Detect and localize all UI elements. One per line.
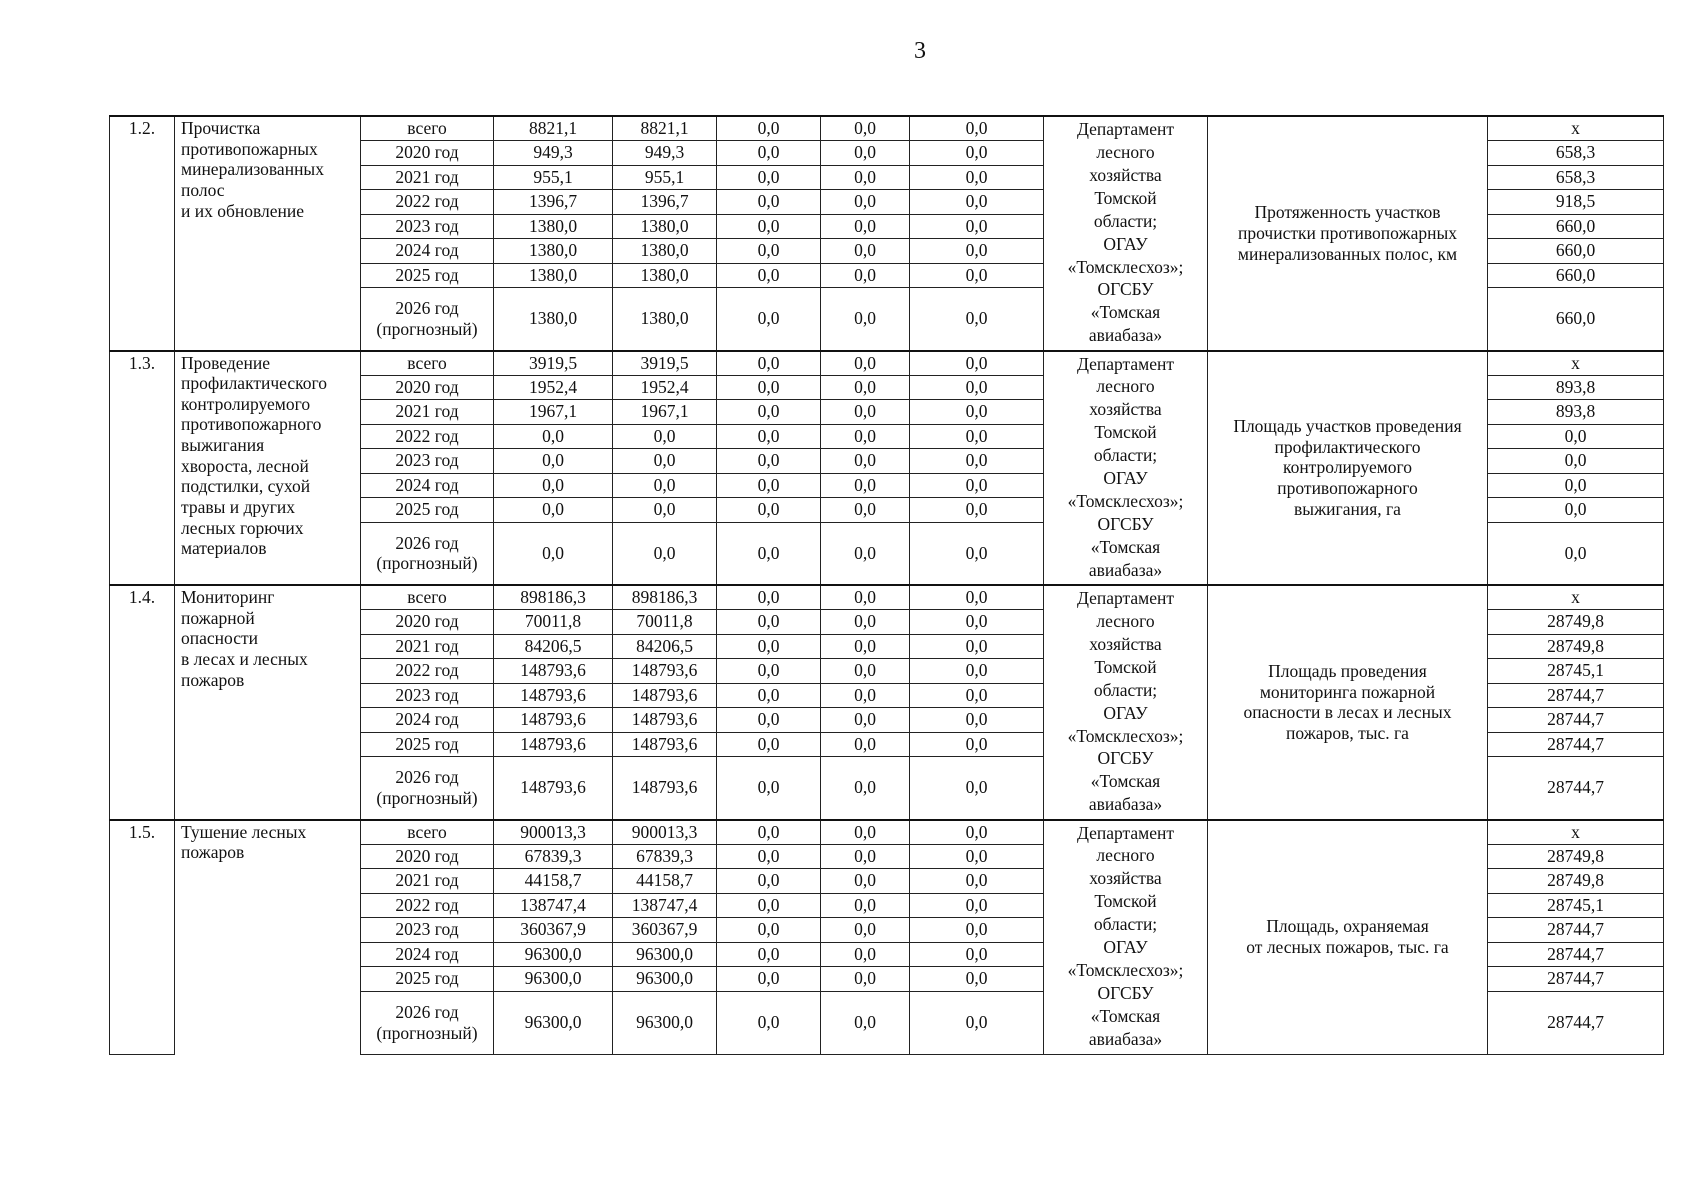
total-cell: 67839,3 bbox=[494, 844, 613, 869]
funding-cell: 0,0 bbox=[613, 449, 717, 474]
funding-cell: 0,0 bbox=[910, 869, 1044, 894]
total-cell: 70011,8 bbox=[494, 610, 613, 635]
funding-cell: 0,0 bbox=[910, 893, 1044, 918]
period-cell: 2022 год bbox=[361, 659, 494, 684]
funding-cell: 0,0 bbox=[910, 141, 1044, 166]
indicator-value-cell: 28744,7 bbox=[1488, 942, 1664, 967]
funding-cell: 1952,4 bbox=[613, 375, 717, 400]
funding-cell: 0,0 bbox=[821, 869, 910, 894]
total-cell: 900013,3 bbox=[494, 820, 613, 845]
indicator-value-cell: 28744,7 bbox=[1488, 757, 1664, 820]
funding-cell: 0,0 bbox=[910, 473, 1044, 498]
period-cell: 2024 год bbox=[361, 708, 494, 733]
funding-cell: 1380,0 bbox=[613, 214, 717, 239]
funding-cell: 0,0 bbox=[910, 708, 1044, 733]
period-cell: 2025 год bbox=[361, 967, 494, 992]
funding-cell: 0,0 bbox=[717, 732, 821, 757]
funding-cell: 1967,1 bbox=[613, 400, 717, 425]
funding-cell: 0,0 bbox=[717, 522, 821, 585]
funding-cell: 0,0 bbox=[821, 844, 910, 869]
funding-cell: 0,0 bbox=[910, 214, 1044, 239]
indicator-cell: Площадь, охраняемая от лесных пожаров, тыс. га bbox=[1208, 820, 1488, 1055]
period-cell: 2021 год bbox=[361, 869, 494, 894]
funding-cell: 0,0 bbox=[717, 214, 821, 239]
funding-cell: 0,0 bbox=[821, 288, 910, 351]
period-cell: 2022 год bbox=[361, 424, 494, 449]
total-cell: 1380,0 bbox=[494, 263, 613, 288]
funding-cell: 0,0 bbox=[821, 942, 910, 967]
total-cell: 1952,4 bbox=[494, 375, 613, 400]
indicator-cell: Площадь участков проведения профилактического контролируемого противопожарного выжигания, га bbox=[1208, 351, 1488, 586]
funding-cell: 0,0 bbox=[821, 449, 910, 474]
period-cell: всего bbox=[361, 116, 494, 141]
measure-name: Мониторинг пожарной опасности в лесах и лесных пожаров bbox=[175, 585, 361, 820]
period-cell: 2024 год bbox=[361, 942, 494, 967]
executor-cell: Департамент лесного хозяйства Томской области; ОГАУ «Томсклесхоз»; ОГСБУ «Томская авиабаза» bbox=[1044, 820, 1208, 1055]
total-cell: 360367,9 bbox=[494, 918, 613, 943]
table-body bbox=[110, 116, 1664, 1054]
period-cell: 2021 год bbox=[361, 634, 494, 659]
funding-cell: 0,0 bbox=[910, 424, 1044, 449]
funding-cell: 0,0 bbox=[717, 585, 821, 610]
item-number: 1.4. bbox=[110, 585, 175, 820]
period-cell: 2020 год bbox=[361, 844, 494, 869]
funding-cell: 0,0 bbox=[821, 473, 910, 498]
funding-cell: 0,0 bbox=[910, 844, 1044, 869]
indicator-value-cell: 658,3 bbox=[1488, 141, 1664, 166]
funding-cell: 0,0 bbox=[717, 263, 821, 288]
indicator-value-cell: 28749,8 bbox=[1488, 610, 1664, 635]
funding-cell: 0,0 bbox=[717, 449, 821, 474]
measures-table bbox=[109, 115, 1664, 1055]
executor-cell: Департамент лесного хозяйства Томской области; ОГАУ «Томсклесхоз»; ОГСБУ «Томская авиабаза» bbox=[1044, 351, 1208, 586]
indicator-cell: Протяженность участков прочистки противопожарных минерализованных полос, км bbox=[1208, 116, 1488, 351]
table-row bbox=[110, 351, 1664, 376]
funding-cell: 0,0 bbox=[910, 967, 1044, 992]
funding-cell: 0,0 bbox=[821, 239, 910, 264]
total-cell: 1396,7 bbox=[494, 190, 613, 215]
indicator-value-cell: 918,5 bbox=[1488, 190, 1664, 215]
period-cell: 2023 год bbox=[361, 683, 494, 708]
total-cell: 44158,7 bbox=[494, 869, 613, 894]
indicator-value-cell: 660,0 bbox=[1488, 214, 1664, 239]
funding-cell: 949,3 bbox=[613, 141, 717, 166]
funding-cell: 0,0 bbox=[717, 708, 821, 733]
funding-cell: 148793,6 bbox=[613, 708, 717, 733]
total-cell: 96300,0 bbox=[494, 991, 613, 1054]
indicator-value-cell: 28744,7 bbox=[1488, 732, 1664, 757]
funding-cell: 0,0 bbox=[821, 214, 910, 239]
funding-cell: 0,0 bbox=[821, 918, 910, 943]
period-cell: 2026 год (прогнозный) bbox=[361, 288, 494, 351]
funding-cell: 148793,6 bbox=[613, 659, 717, 684]
funding-cell: 0,0 bbox=[910, 991, 1044, 1054]
period-cell: 2025 год bbox=[361, 732, 494, 757]
funding-cell: 0,0 bbox=[821, 522, 910, 585]
total-cell: 148793,6 bbox=[494, 732, 613, 757]
funding-cell: 0,0 bbox=[821, 400, 910, 425]
indicator-value-cell: 893,8 bbox=[1488, 375, 1664, 400]
funding-cell: 360367,9 bbox=[613, 918, 717, 943]
period-cell: 2023 год bbox=[361, 214, 494, 239]
funding-cell: 0,0 bbox=[717, 288, 821, 351]
indicator-value-cell: 28749,8 bbox=[1488, 869, 1664, 894]
funding-cell: 1380,0 bbox=[613, 239, 717, 264]
funding-cell: 0,0 bbox=[821, 375, 910, 400]
funding-cell: 1380,0 bbox=[613, 263, 717, 288]
indicator-value-cell: 28749,8 bbox=[1488, 634, 1664, 659]
total-cell: 1967,1 bbox=[494, 400, 613, 425]
funding-cell: 0,0 bbox=[910, 498, 1044, 523]
funding-cell: 0,0 bbox=[821, 757, 910, 820]
indicator-value-cell: 0,0 bbox=[1488, 498, 1664, 523]
indicator-value-cell: 28744,7 bbox=[1488, 683, 1664, 708]
indicator-value-cell: х bbox=[1488, 820, 1664, 845]
funding-cell: 0,0 bbox=[910, 190, 1044, 215]
funding-cell: 0,0 bbox=[910, 400, 1044, 425]
funding-cell: 0,0 bbox=[910, 522, 1044, 585]
indicator-value-cell: 0,0 bbox=[1488, 473, 1664, 498]
total-cell: 0,0 bbox=[494, 498, 613, 523]
period-cell: 2024 год bbox=[361, 473, 494, 498]
indicator-value-cell: 658,3 bbox=[1488, 165, 1664, 190]
funding-cell: 0,0 bbox=[910, 239, 1044, 264]
funding-cell: 0,0 bbox=[910, 375, 1044, 400]
funding-cell: 0,0 bbox=[717, 424, 821, 449]
funding-cell: 0,0 bbox=[717, 610, 821, 635]
funding-cell: 96300,0 bbox=[613, 967, 717, 992]
measure-name: Прочистка противопожарных минерализованных полос и их обновление bbox=[175, 116, 361, 351]
period-cell: 2025 год bbox=[361, 263, 494, 288]
funding-cell: 0,0 bbox=[821, 610, 910, 635]
total-cell: 0,0 bbox=[494, 449, 613, 474]
table-row bbox=[110, 585, 1664, 610]
funding-cell: 0,0 bbox=[717, 375, 821, 400]
total-cell: 148793,6 bbox=[494, 659, 613, 684]
funding-cell: 0,0 bbox=[821, 263, 910, 288]
funding-cell: 0,0 bbox=[910, 820, 1044, 845]
funding-cell: 0,0 bbox=[613, 473, 717, 498]
funding-cell: 148793,6 bbox=[613, 683, 717, 708]
total-cell: 0,0 bbox=[494, 473, 613, 498]
funding-cell: 0,0 bbox=[717, 498, 821, 523]
funding-cell: 0,0 bbox=[717, 942, 821, 967]
funding-cell: 96300,0 bbox=[613, 942, 717, 967]
funding-cell: 0,0 bbox=[910, 288, 1044, 351]
period-cell: всего bbox=[361, 820, 494, 845]
funding-cell: 0,0 bbox=[717, 165, 821, 190]
funding-cell: 898186,3 bbox=[613, 585, 717, 610]
total-cell: 1380,0 bbox=[494, 214, 613, 239]
funding-cell: 0,0 bbox=[717, 683, 821, 708]
period-cell: 2022 год bbox=[361, 190, 494, 215]
funding-cell: 0,0 bbox=[821, 351, 910, 376]
indicator-value-cell: 660,0 bbox=[1488, 288, 1664, 351]
funding-cell: 0,0 bbox=[717, 634, 821, 659]
total-cell: 148793,6 bbox=[494, 708, 613, 733]
funding-cell: 0,0 bbox=[821, 141, 910, 166]
period-cell: всего bbox=[361, 351, 494, 376]
funding-cell: 0,0 bbox=[821, 893, 910, 918]
total-cell: 1380,0 bbox=[494, 239, 613, 264]
funding-cell: 0,0 bbox=[717, 967, 821, 992]
total-cell: 138747,4 bbox=[494, 893, 613, 918]
period-cell: 2026 год (прогнозный) bbox=[361, 522, 494, 585]
funding-cell: 84206,5 bbox=[613, 634, 717, 659]
funding-cell: 955,1 bbox=[613, 165, 717, 190]
total-cell: 148793,6 bbox=[494, 757, 613, 820]
indicator-value-cell: х bbox=[1488, 351, 1664, 376]
period-cell: 2025 год bbox=[361, 498, 494, 523]
funding-cell: 0,0 bbox=[717, 991, 821, 1054]
period-cell: 2022 год bbox=[361, 893, 494, 918]
funding-cell: 0,0 bbox=[717, 190, 821, 215]
funding-cell: 0,0 bbox=[821, 683, 910, 708]
funding-cell: 0,0 bbox=[821, 732, 910, 757]
indicator-value-cell: 28744,7 bbox=[1488, 967, 1664, 992]
indicator-value-cell: 660,0 bbox=[1488, 239, 1664, 264]
funding-cell: 0,0 bbox=[910, 683, 1044, 708]
funding-cell: 0,0 bbox=[821, 708, 910, 733]
funding-cell: 0,0 bbox=[821, 116, 910, 141]
funding-cell: 0,0 bbox=[910, 942, 1044, 967]
item-number: 1.2. bbox=[110, 116, 175, 351]
funding-cell: 96300,0 bbox=[613, 991, 717, 1054]
period-cell: 2020 год bbox=[361, 141, 494, 166]
measure-name: Проведение профилактического контролируемого противопожарного выжигания хвороста, лесной подстилки, сухой травы и других лесных горючих материалов bbox=[175, 351, 361, 586]
page-number: 3 bbox=[914, 38, 926, 64]
total-cell: 898186,3 bbox=[494, 585, 613, 610]
funding-cell: 0,0 bbox=[910, 610, 1044, 635]
funding-cell: 0,0 bbox=[910, 659, 1044, 684]
funding-cell: 0,0 bbox=[910, 116, 1044, 141]
total-cell: 8821,1 bbox=[494, 116, 613, 141]
period-cell: 2023 год bbox=[361, 449, 494, 474]
funding-cell: 0,0 bbox=[821, 634, 910, 659]
funding-cell: 0,0 bbox=[910, 732, 1044, 757]
funding-cell: 0,0 bbox=[910, 263, 1044, 288]
funding-cell: 148793,6 bbox=[613, 757, 717, 820]
indicator-value-cell: 28745,1 bbox=[1488, 659, 1664, 684]
funding-cell: 0,0 bbox=[910, 634, 1044, 659]
funding-cell: 0,0 bbox=[717, 141, 821, 166]
table-row bbox=[110, 820, 1664, 845]
period-cell: 2024 год bbox=[361, 239, 494, 264]
indicator-value-cell: 0,0 bbox=[1488, 424, 1664, 449]
table-row bbox=[110, 116, 1664, 141]
total-cell: 3919,5 bbox=[494, 351, 613, 376]
period-cell: 2020 год bbox=[361, 610, 494, 635]
funding-cell: 0,0 bbox=[717, 757, 821, 820]
funding-cell: 0,0 bbox=[821, 190, 910, 215]
funding-cell: 0,0 bbox=[717, 351, 821, 376]
total-cell: 955,1 bbox=[494, 165, 613, 190]
funding-cell: 3919,5 bbox=[613, 351, 717, 376]
executor-cell: Департамент лесного хозяйства Томской области; ОГАУ «Томсклесхоз»; ОГСБУ «Томская авиабаза» bbox=[1044, 585, 1208, 820]
funding-cell: 900013,3 bbox=[613, 820, 717, 845]
funding-cell: 44158,7 bbox=[613, 869, 717, 894]
funding-cell: 1380,0 bbox=[613, 288, 717, 351]
total-cell: 949,3 bbox=[494, 141, 613, 166]
indicator-value-cell: 0,0 bbox=[1488, 449, 1664, 474]
total-cell: 96300,0 bbox=[494, 942, 613, 967]
period-cell: 2023 год bbox=[361, 918, 494, 943]
funding-cell: 0,0 bbox=[910, 585, 1044, 610]
funding-cell: 0,0 bbox=[717, 820, 821, 845]
total-cell: 0,0 bbox=[494, 522, 613, 585]
period-cell: всего bbox=[361, 585, 494, 610]
item-number: 1.5. bbox=[110, 820, 175, 1055]
indicator-value-cell: х bbox=[1488, 585, 1664, 610]
funding-cell: 0,0 bbox=[717, 844, 821, 869]
funding-cell: 0,0 bbox=[910, 757, 1044, 820]
total-cell: 84206,5 bbox=[494, 634, 613, 659]
period-cell: 2026 год (прогнозный) bbox=[361, 991, 494, 1054]
funding-cell: 0,0 bbox=[821, 991, 910, 1054]
period-cell: 2021 год bbox=[361, 400, 494, 425]
item-number: 1.3. bbox=[110, 351, 175, 586]
funding-cell: 0,0 bbox=[717, 918, 821, 943]
period-cell: 2020 год bbox=[361, 375, 494, 400]
funding-cell: 0,0 bbox=[821, 585, 910, 610]
indicator-value-cell: 0,0 bbox=[1488, 522, 1664, 585]
measure-name: Тушение лесных пожаров bbox=[175, 820, 361, 1055]
funding-cell: 0,0 bbox=[717, 239, 821, 264]
period-cell: 2021 год bbox=[361, 165, 494, 190]
funding-cell: 148793,6 bbox=[613, 732, 717, 757]
indicator-value-cell: 28744,7 bbox=[1488, 708, 1664, 733]
funding-cell: 0,0 bbox=[910, 351, 1044, 376]
funding-cell: 0,0 bbox=[717, 116, 821, 141]
funding-cell: 67839,3 bbox=[613, 844, 717, 869]
indicator-value-cell: 28745,1 bbox=[1488, 893, 1664, 918]
funding-cell: 0,0 bbox=[613, 424, 717, 449]
funding-cell: 8821,1 bbox=[613, 116, 717, 141]
funding-cell: 1396,7 bbox=[613, 190, 717, 215]
funding-cell: 0,0 bbox=[717, 869, 821, 894]
funding-cell: 0,0 bbox=[821, 165, 910, 190]
total-cell: 148793,6 bbox=[494, 683, 613, 708]
total-cell: 96300,0 bbox=[494, 967, 613, 992]
indicator-value-cell: 893,8 bbox=[1488, 400, 1664, 425]
indicator-value-cell: 28744,7 bbox=[1488, 991, 1664, 1054]
funding-cell: 0,0 bbox=[821, 424, 910, 449]
funding-cell: 0,0 bbox=[613, 522, 717, 585]
funding-cell: 0,0 bbox=[821, 967, 910, 992]
indicator-cell: Площадь проведения мониторинга пожарной опасности в лесах и лесных пожаров, тыс. га bbox=[1208, 585, 1488, 820]
funding-cell: 0,0 bbox=[821, 659, 910, 684]
funding-cell: 0,0 bbox=[821, 498, 910, 523]
funding-cell: 0,0 bbox=[717, 659, 821, 684]
funding-cell: 0,0 bbox=[717, 893, 821, 918]
indicator-value-cell: х bbox=[1488, 116, 1664, 141]
funding-cell: 0,0 bbox=[717, 400, 821, 425]
indicator-value-cell: 660,0 bbox=[1488, 263, 1664, 288]
funding-cell: 0,0 bbox=[821, 820, 910, 845]
indicator-value-cell: 28749,8 bbox=[1488, 844, 1664, 869]
executor-cell: Департамент лесного хозяйства Томской области; ОГАУ «Томсклесхоз»; ОГСБУ «Томская авиабаза» bbox=[1044, 116, 1208, 351]
funding-cell: 0,0 bbox=[613, 498, 717, 523]
funding-cell: 0,0 bbox=[910, 165, 1044, 190]
funding-cell: 0,0 bbox=[910, 918, 1044, 943]
funding-cell: 0,0 bbox=[910, 449, 1044, 474]
funding-cell: 0,0 bbox=[717, 473, 821, 498]
funding-cell: 70011,8 bbox=[613, 610, 717, 635]
period-cell: 2026 год (прогнозный) bbox=[361, 757, 494, 820]
total-cell: 0,0 bbox=[494, 424, 613, 449]
indicator-value-cell: 28744,7 bbox=[1488, 918, 1664, 943]
funding-cell: 138747,4 bbox=[613, 893, 717, 918]
total-cell: 1380,0 bbox=[494, 288, 613, 351]
